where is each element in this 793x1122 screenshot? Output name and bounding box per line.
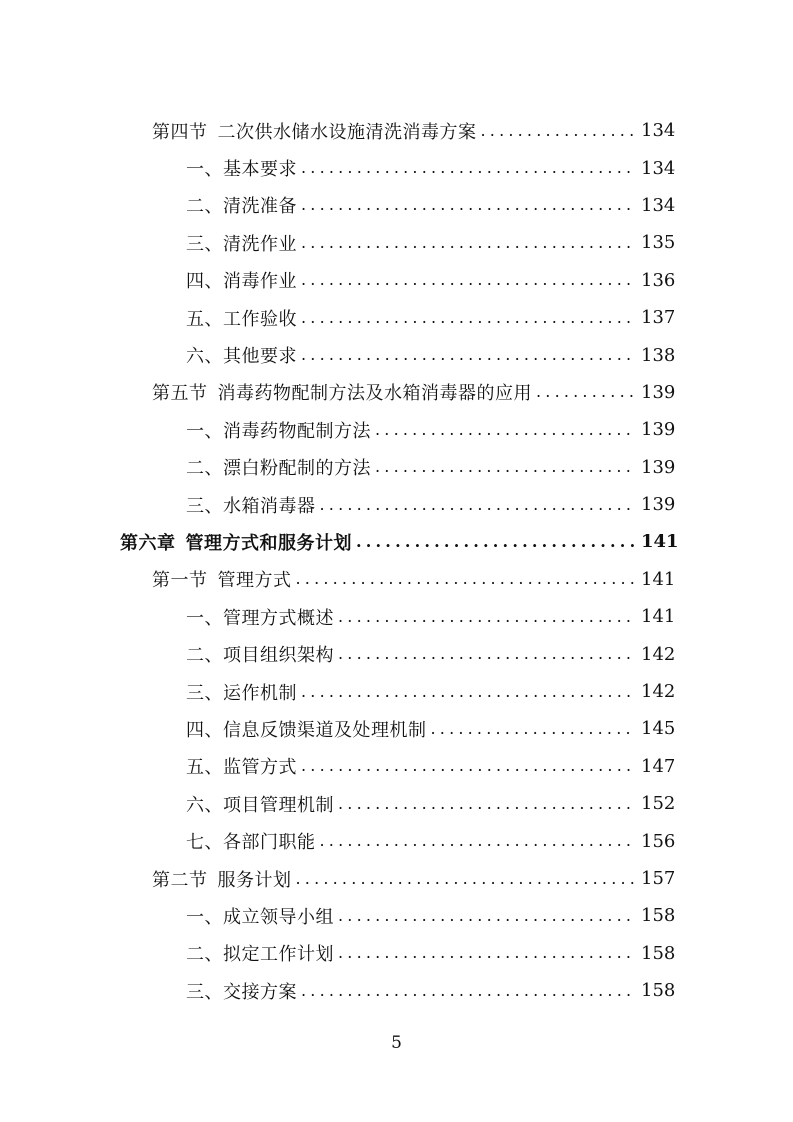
toc-entry-section[interactable]	[0, 374, 793, 411]
dot-leader	[536, 381, 635, 403]
toc-entry-section[interactable]	[0, 112, 793, 149]
toc-entry-label	[186, 342, 297, 368]
toc-entry-item[interactable]	[0, 224, 793, 261]
toc-entry-label	[186, 978, 297, 1004]
toc-entry-page: 135	[641, 232, 676, 254]
dot-leader	[338, 942, 635, 964]
toc-entry-section[interactable]	[0, 860, 793, 897]
toc-entry-title: 一、管理方式概述	[186, 607, 334, 629]
toc-entry-label	[186, 679, 297, 705]
toc-entry-page: 145	[641, 718, 676, 740]
toc-entry-title: 六、项目管理机制	[186, 794, 334, 816]
toc-entry-page: 139	[641, 381, 676, 403]
toc-entry-title: 三、清洗作业	[186, 233, 297, 255]
toc-entry-page: 141	[641, 531, 679, 553]
toc-entry-label	[186, 492, 316, 518]
toc-entry-page: 157	[641, 868, 676, 889]
toc-entry-page: 158	[641, 980, 676, 1002]
toc-entry-title: 管理方式	[217, 570, 292, 592]
toc-entry-item[interactable]	[0, 449, 793, 486]
toc-entry-page: 139	[641, 456, 676, 478]
toc-entry-item[interactable]	[0, 897, 793, 934]
toc-entry-label	[152, 379, 532, 405]
toc-entry-page: 137	[641, 307, 676, 329]
dot-leader	[296, 868, 636, 890]
toc-rows	[0, 112, 793, 1009]
toc-entry-page: 134	[641, 120, 676, 142]
toc-entry-label	[186, 155, 297, 181]
dot-leader	[320, 830, 636, 852]
toc-entry-item[interactable]	[0, 299, 793, 336]
toc-entry-item[interactable]	[0, 149, 793, 186]
toc-entry-item[interactable]	[0, 935, 793, 972]
dot-leader	[481, 120, 636, 142]
dot-leader	[301, 269, 635, 291]
toc-entry-item[interactable]	[0, 673, 793, 710]
toc-entry-title: 消毒药物配制方法及水箱消毒器的应用	[217, 383, 532, 405]
toc-entry-number: 第六章	[120, 532, 176, 554]
toc-entry-label	[186, 604, 334, 630]
toc-entry-title: 五、工作验收	[186, 308, 297, 330]
toc-entry-title: 六、其他要求	[186, 346, 297, 368]
page-number: 5	[391, 1033, 402, 1053]
toc-entry-item[interactable]	[0, 598, 793, 635]
dot-leader	[301, 232, 635, 254]
toc-entry-page: 156	[641, 830, 676, 852]
dot-leader	[301, 681, 635, 703]
toc-entry-title: 二、清洗准备	[186, 196, 297, 218]
toc-entry-title: 二次供水储水设施清洗消毒方案	[217, 121, 477, 143]
dot-leader	[301, 157, 635, 179]
toc-entry-label	[186, 641, 334, 667]
toc-entry-label	[186, 903, 334, 929]
toc-entry-label	[186, 753, 297, 779]
dot-leader	[338, 606, 635, 628]
toc-entry-page: 141	[641, 568, 676, 590]
toc-entry-title: 一、基本要求	[186, 159, 297, 181]
table-of-contents	[0, 112, 793, 1009]
toc-entry-label	[186, 828, 316, 854]
toc-entry-title: 二、项目组织架构	[186, 645, 334, 667]
toc-entry-chapter[interactable]	[0, 523, 793, 560]
dot-leader	[356, 531, 635, 553]
toc-entry-number: 第四节	[152, 121, 208, 143]
toc-entry-page: 139	[641, 494, 676, 516]
dot-leader	[301, 307, 635, 329]
toc-entry-title: 四、消毒作业	[186, 271, 297, 293]
toc-entry-title: 七、各部门职能	[186, 832, 316, 854]
toc-entry-title: 一、成立领导小组	[186, 906, 334, 928]
toc-entry-label	[152, 866, 292, 892]
dot-leader	[375, 456, 635, 478]
toc-entry-page: 142	[641, 681, 676, 703]
dot-leader	[338, 643, 635, 665]
toc-entry-page: 138	[641, 344, 676, 366]
toc-entry-title: 四、信息反馈渠道及处理机制	[186, 719, 427, 741]
dot-leader	[431, 718, 636, 740]
toc-entry-page: 139	[641, 419, 676, 441]
toc-entry-item[interactable]	[0, 748, 793, 785]
toc-entry-item[interactable]	[0, 822, 793, 859]
dot-leader	[375, 419, 635, 441]
toc-entry-title: 三、运作机制	[186, 682, 297, 704]
toc-entry-label	[152, 566, 292, 592]
toc-entry-item[interactable]	[0, 635, 793, 672]
toc-entry-title: 二、漂白粉配制的方法	[186, 458, 371, 480]
toc-entry-title: 三、水箱消毒器	[186, 495, 316, 517]
toc-entry-title: 三、交接方案	[186, 981, 297, 1003]
dot-leader	[320, 494, 636, 516]
toc-entry-page: 152	[641, 793, 676, 815]
toc-entry-page: 134	[641, 157, 676, 179]
toc-entry-page: 134	[641, 194, 676, 216]
toc-entry-item[interactable]	[0, 785, 793, 822]
toc-entry-item[interactable]	[0, 336, 793, 373]
toc-entry-label	[186, 305, 297, 331]
toc-entry-label	[186, 791, 334, 817]
toc-entry-label	[186, 192, 297, 218]
toc-entry-title: 管理方式和服务计划	[185, 532, 352, 554]
dot-leader	[301, 980, 635, 1002]
toc-entry-item[interactable]	[0, 262, 793, 299]
toc-entry-number: 第一节	[152, 570, 208, 592]
dot-leader	[301, 755, 635, 777]
toc-entry-page: 158	[641, 942, 676, 964]
toc-entry-label	[152, 118, 477, 144]
toc-entry-label	[186, 716, 427, 742]
dot-leader	[301, 344, 635, 366]
toc-entry-item[interactable]	[0, 710, 793, 747]
toc-entry-label	[120, 529, 352, 555]
toc-entry-page: 136	[641, 269, 676, 291]
toc-entry-page: 142	[641, 643, 676, 665]
toc-entry-number: 第五节	[152, 383, 208, 405]
toc-entry-label	[186, 267, 297, 293]
toc-entry-label	[186, 417, 371, 443]
dot-leader	[338, 905, 635, 927]
dot-leader	[301, 194, 635, 216]
toc-entry-title: 二、拟定工作计划	[186, 944, 334, 966]
toc-entry-item[interactable]	[0, 486, 793, 523]
dot-leader	[338, 793, 635, 815]
toc-entry-item[interactable]	[0, 411, 793, 448]
toc-entry-title: 一、消毒药物配制方法	[186, 420, 371, 442]
dot-leader	[296, 568, 636, 590]
toc-entry-number: 第二节	[152, 869, 208, 891]
toc-entry-label	[186, 940, 334, 966]
toc-entry-page: 141	[641, 606, 676, 628]
toc-entry-page: 147	[641, 755, 676, 777]
toc-entry-item[interactable]	[0, 972, 793, 1009]
toc-entry-title: 五、监管方式	[186, 757, 297, 779]
toc-entry-item[interactable]	[0, 187, 793, 224]
toc-entry-title: 服务计划	[217, 869, 292, 891]
toc-entry-section[interactable]	[0, 561, 793, 598]
toc-entry-label	[186, 454, 371, 480]
toc-entry-label	[186, 230, 297, 256]
toc-entry-page: 158	[641, 905, 676, 927]
